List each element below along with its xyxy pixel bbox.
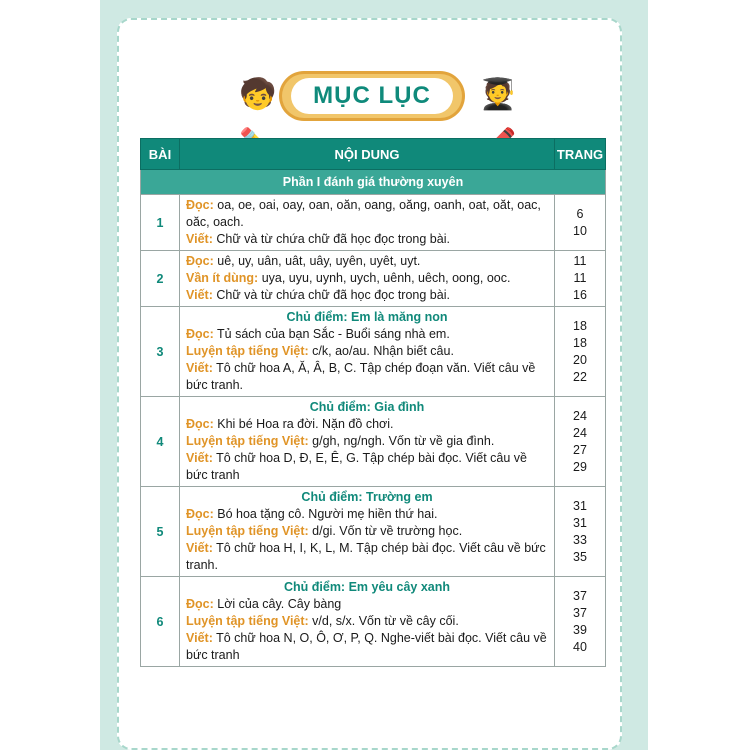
lesson-content	[180, 577, 555, 667]
table-header-row	[141, 139, 606, 170]
lesson-number: 2	[141, 251, 180, 307]
content-line	[186, 596, 548, 613]
line-text: Chữ và từ chứa chữ đã học đọc trong bài.	[212, 232, 450, 246]
content-line	[186, 506, 548, 523]
lesson-number: 5	[141, 487, 180, 577]
page-number: 18	[573, 335, 587, 350]
header-content: NỘI DUNG	[180, 139, 555, 170]
title-banner	[282, 74, 462, 118]
topic-heading: Chủ điểm: Em là măng non	[286, 310, 448, 324]
topic-heading: Chủ điểm: Gia đình	[309, 400, 425, 414]
line-text: Tô chữ hoa D, Đ, E, Ê, G. Tập chép bài đọc. Viết câu về bức tranh	[186, 451, 527, 482]
lesson-pages	[555, 487, 606, 577]
line-label: Viết:	[186, 288, 213, 302]
content-line	[186, 433, 548, 450]
line-label: Viết:	[186, 451, 213, 465]
page-number: 6	[576, 206, 584, 221]
topic-heading: Chủ điểm: Em yêu cây xanh	[283, 580, 451, 594]
content-line	[186, 231, 548, 248]
lesson-pages	[555, 577, 606, 667]
page-number: 11	[573, 254, 587, 268]
contents-table	[140, 138, 606, 667]
content-line	[186, 287, 548, 304]
page-number: 10	[573, 223, 587, 238]
line-text: Tô chữ hoa N, O, Ô, Ơ, P, Q. Nghe-viết bài đọc. Viết câu về bức tranh	[186, 631, 547, 662]
content-line	[186, 416, 548, 433]
topic-page-number: 31	[573, 498, 587, 513]
line-text: Tô chữ hoa A, Ă, Â, B, C. Tập chép đoạn văn. Viết câu về bức tranh.	[186, 361, 536, 392]
lesson-number: 3	[141, 307, 180, 397]
content-line	[186, 253, 548, 270]
lesson-number: 6	[141, 577, 180, 667]
lesson-pages	[555, 195, 606, 251]
header-page: TRANG	[555, 139, 606, 170]
page-number: 37	[573, 605, 587, 620]
topic-heading: Chủ điểm: Trường em	[301, 490, 433, 504]
page-number: 31	[573, 515, 587, 530]
line-text: Chữ và từ chứa chữ đã học đọc trong bài.	[212, 288, 450, 302]
lesson-pages	[555, 307, 606, 397]
line-label: Đọc:	[186, 417, 214, 431]
table-row	[141, 251, 606, 307]
content-line	[186, 360, 548, 394]
page-number: 40	[573, 639, 587, 654]
topic-page-number: 24	[573, 408, 587, 423]
lesson-content	[180, 487, 555, 577]
topic-page-number: 37	[573, 588, 587, 603]
page-number: 22	[573, 369, 587, 384]
content-line	[186, 270, 548, 287]
line-label: Viết:	[186, 361, 213, 375]
page-number: 16	[573, 288, 587, 302]
line-label: Đọc:	[186, 327, 214, 341]
topic-page-number: 18	[573, 318, 587, 333]
line-label: Vần ít dùng:	[186, 271, 259, 285]
table-row	[141, 487, 606, 577]
table-row	[141, 307, 606, 397]
line-text: c/k, ao/au. Nhận biết câu.	[308, 344, 454, 358]
section-title: Phần I đánh giá thường xuyên	[141, 170, 606, 195]
table-row	[141, 397, 606, 487]
page-number: 39	[573, 622, 587, 637]
content-line	[186, 613, 548, 630]
content-line	[186, 630, 548, 664]
children-illustration-icon: 🧒	[239, 78, 277, 111]
page-number: 24	[573, 425, 587, 440]
page-title: MỤC LỤC	[291, 78, 453, 114]
header-lesson: BÀI	[141, 139, 180, 170]
line-label: Viết:	[186, 232, 213, 246]
lesson-number: 1	[141, 195, 180, 251]
line-text: Khi bé Hoa ra đời. Nặn đồ chơi.	[213, 417, 394, 431]
table-row	[141, 195, 606, 251]
line-label: Luyện tập tiếng Việt:	[186, 614, 309, 628]
line-text: oa, oe, oai, oay, oan, oăn, oang, oăng, oanh, oat, oăt, oac, oăc, oach.	[186, 198, 541, 229]
table-row	[141, 577, 606, 667]
line-label: Viết:	[186, 631, 213, 645]
page-number: 11	[573, 271, 587, 285]
line-text: Lời của cây. Cây bàng	[213, 597, 342, 611]
content-line	[186, 326, 548, 343]
lesson-pages	[555, 397, 606, 487]
page-number: 35	[573, 549, 587, 564]
students-illustration-icon: 🧑‍🎓	[479, 78, 517, 111]
line-label: Đọc:	[186, 507, 214, 521]
line-label: Đọc:	[186, 254, 214, 268]
section-row	[141, 170, 606, 195]
lesson-number: 4	[141, 397, 180, 487]
line-text: d/gi. Vốn từ về trường học.	[308, 524, 463, 538]
line-label: Đọc:	[186, 198, 214, 212]
content-line	[186, 523, 548, 540]
line-label: Viết:	[186, 541, 213, 555]
lesson-content	[180, 195, 555, 251]
page-number: 33	[573, 532, 587, 547]
line-text: uê, uy, uân, uât, uây, uyên, uyêt, uyt.	[213, 254, 421, 268]
content-line	[186, 450, 548, 484]
line-label: Luyện tập tiếng Việt:	[186, 524, 309, 538]
line-text: Tô chữ hoa H, I, K, L, M. Tập chép bài đọc. Viết câu về bức tranh.	[186, 541, 546, 572]
lesson-pages	[555, 251, 606, 307]
line-label: Luyện tập tiếng Việt:	[186, 344, 309, 358]
line-label: Đọc:	[186, 597, 214, 611]
page-number: 29	[573, 459, 587, 474]
content-line	[186, 540, 548, 574]
content-line	[186, 197, 548, 231]
page-number: 27	[573, 442, 587, 457]
lesson-content	[180, 397, 555, 487]
line-text: Tủ sách của bạn Sắc - Buổi sáng nhà em.	[213, 327, 450, 341]
page-number: 20	[573, 352, 587, 367]
content-line	[186, 343, 548, 360]
line-text: g/gh, ng/ngh. Vốn từ về gia đình.	[308, 434, 495, 448]
line-text: uya, uyu, uynh, uych, uênh, uêch, oong, ooc.	[258, 271, 511, 285]
lesson-content	[180, 251, 555, 307]
lesson-content	[180, 307, 555, 397]
line-text: Bó hoa tặng cô. Người mẹ hiền thứ hai.	[213, 507, 438, 521]
line-text: v/d, s/x. Vốn từ về cây cối.	[308, 614, 459, 628]
line-label: Luyện tập tiếng Việt:	[186, 434, 309, 448]
